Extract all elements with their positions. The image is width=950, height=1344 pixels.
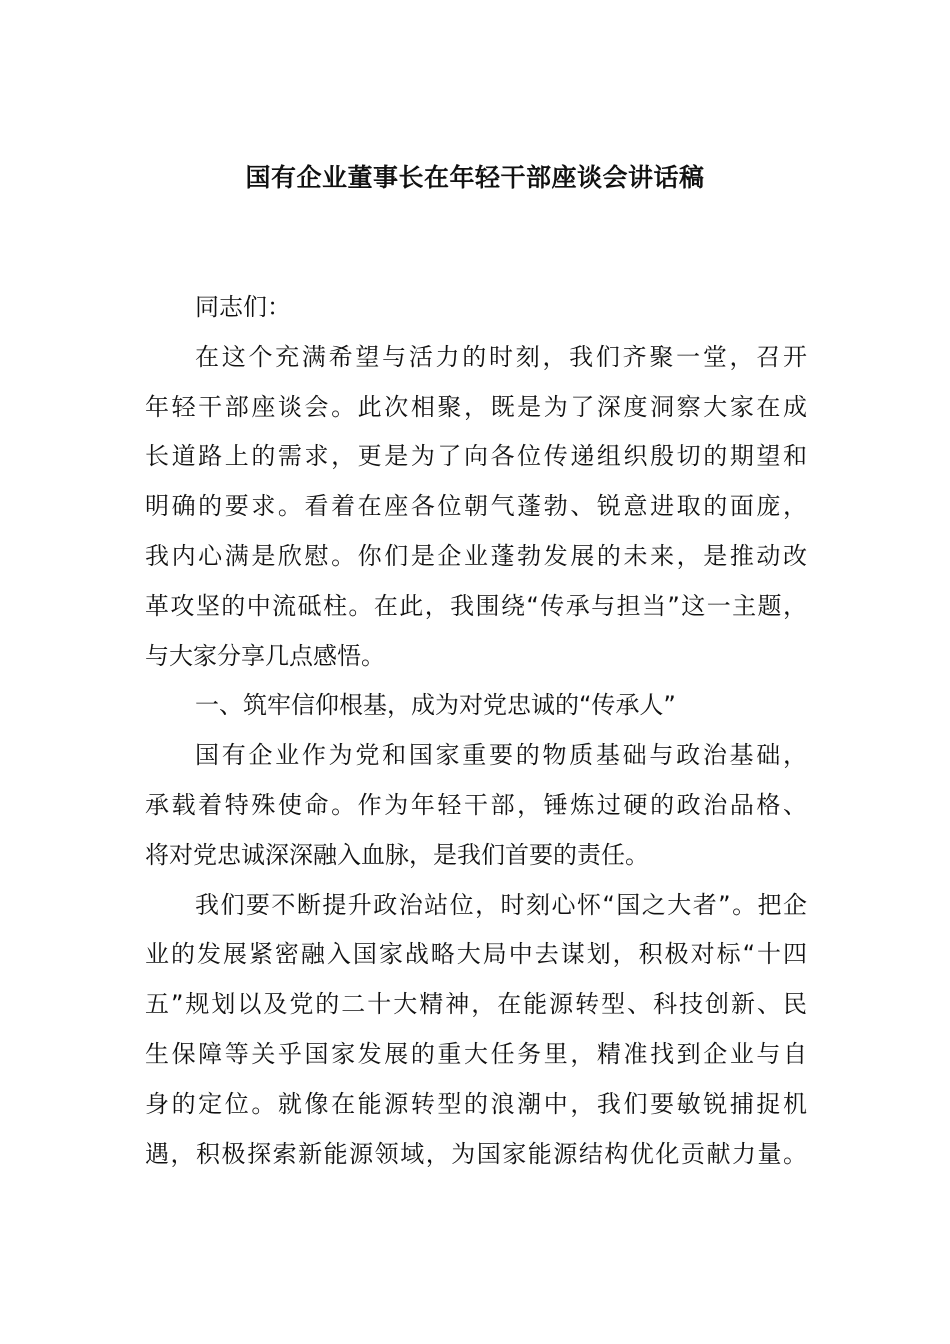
document-body: [145, 283, 807, 1179]
paragraph-line: 长道路上的需求，更是为了向各位传递组织殷切的期望和: [145, 442, 807, 471]
paragraph-line: 五”规划以及党的二十大精神，在能源转型、科技创新、民: [145, 990, 807, 1019]
section-heading: 一、筑牢信仰根基，成为对党忠诚的“传承人”: [195, 691, 676, 720]
paragraph-line: 将对党忠诚深深融入血脉，是我们首要的责任。: [145, 840, 649, 869]
paragraph-line: 明确的要求。看着在座各位朝气蓬勃、锐意进取的面庞，: [145, 492, 807, 521]
paragraph-line: 承载着特殊使命。作为年轻干部，锤炼过硬的政治品格、: [145, 790, 807, 819]
paragraph-line: 我内心满是欣慰。你们是企业蓬勃发展的未来，是推动改: [145, 541, 807, 570]
paragraph-line: 身的定位。就像在能源转型的浪潮中，我们要敏锐捕捉机: [145, 1089, 807, 1118]
document-title: 国有企业董事长在年轻干部座谈会讲话稿: [245, 163, 705, 192]
salutation: 同志们：: [195, 293, 291, 321]
paragraph-line: 我们要不断提升政治站位，时刻心怀“国之大者”。把企: [195, 890, 807, 919]
paragraph-line: 生保障等关乎国家发展的重大任务里，精准找到企业与自: [145, 1039, 807, 1068]
paragraph-line: 年轻干部座谈会。此次相聚，既是为了深度洞察大家在成: [145, 392, 807, 421]
paragraph-line: 革攻坚的中流砥柱。在此，我围绕“传承与担当”这一主题，: [145, 591, 807, 620]
paragraph-line: 国有企业作为党和国家重要的物质基础与政治基础，: [195, 741, 807, 770]
paragraph-line: 与大家分享几点感悟。: [145, 641, 385, 670]
paragraph-line: 业的发展紧密融入国家战略大局中去谋划，积极对标“十四: [145, 940, 807, 969]
paragraph-line: 在这个充满希望与活力的时刻，我们齐聚一堂，召开: [195, 342, 807, 371]
paragraph-line: 遇，积极探索新能源领域，为国家能源结构优化贡献力量。: [145, 1139, 807, 1168]
